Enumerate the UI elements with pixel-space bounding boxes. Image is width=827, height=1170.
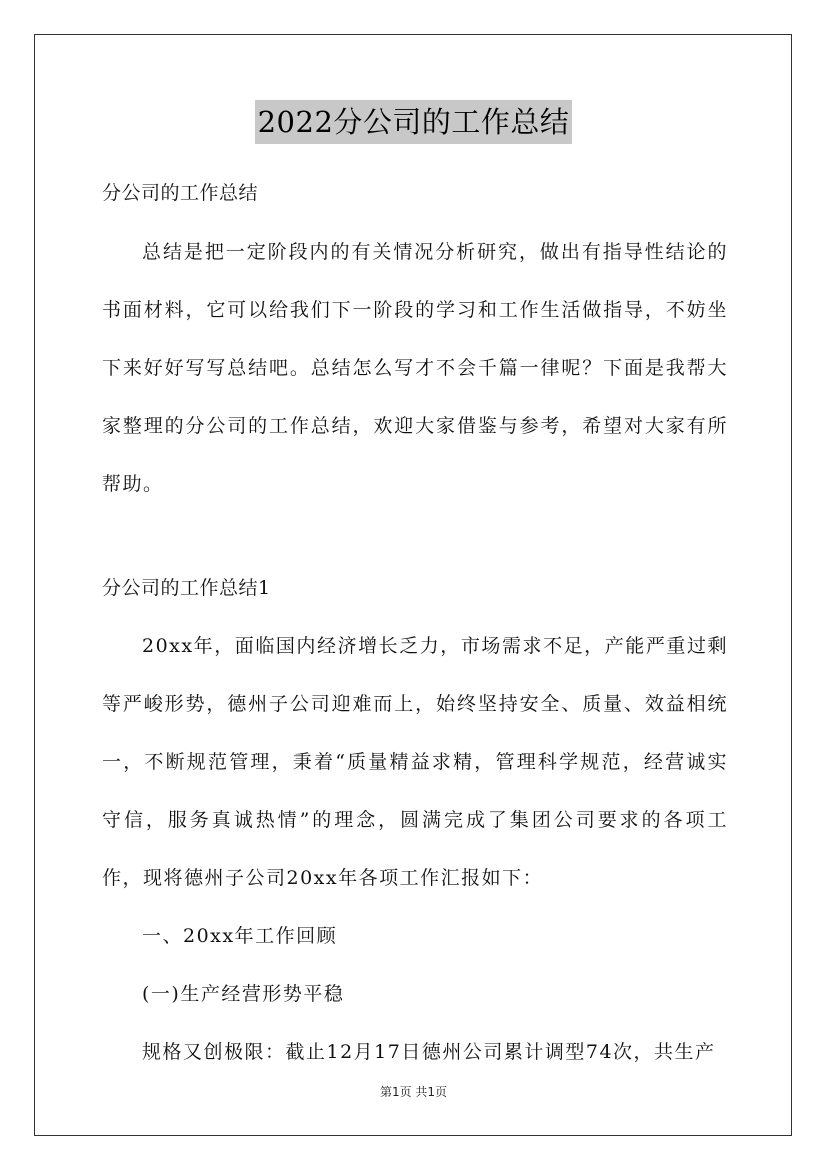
last-paragraph: 规格又创极限：截止12月17日德州公司累计调型74次，共生产 <box>142 1041 716 1063</box>
section-paragraph: 20xx年，面临国内经济增长乏力，市场需求不足，产能严重过剩等严峻形势，德州子公司迎难而上，始终坚持安全、质量、效益相统一，不断规范管理，秉着“质量精益求精，管理科学规范，经营诚实守信，服务真诚热情”的理念，圆满完成了集团公司要求的各项工作，现将德州子公司20xx年各项工作汇报如下： <box>102 635 728 889</box>
document-body <box>102 163 728 1081</box>
document-title: 2022分公司的工作总结 <box>255 100 573 144</box>
page-footer: 第1页 共1页 <box>379 1085 448 1099</box>
intro-paragraph: 总结是把一定阶段内的有关情况分析研究，做出有指导性结论的书面材料，它可以给我们下一阶段的学习和工作生活做指导，不妨坐下来好好写写总结吧。总结怎么写才不会千篇一律呢？下面是我帮大家整理的分公司的工作总结，欢迎大家借鉴与参考，希望对大家有所帮助。 <box>102 241 728 495</box>
heading-production: (一)生产经营形势平稳 <box>142 983 345 1005</box>
heading-review: 一、20xx年工作回顾 <box>142 925 338 947</box>
section-title: 分公司的工作总结1 <box>102 577 271 599</box>
title-container <box>0 100 827 144</box>
paragraph-spacer <box>102 513 728 559</box>
document-subtitle: 分公司的工作总结 <box>102 182 259 204</box>
